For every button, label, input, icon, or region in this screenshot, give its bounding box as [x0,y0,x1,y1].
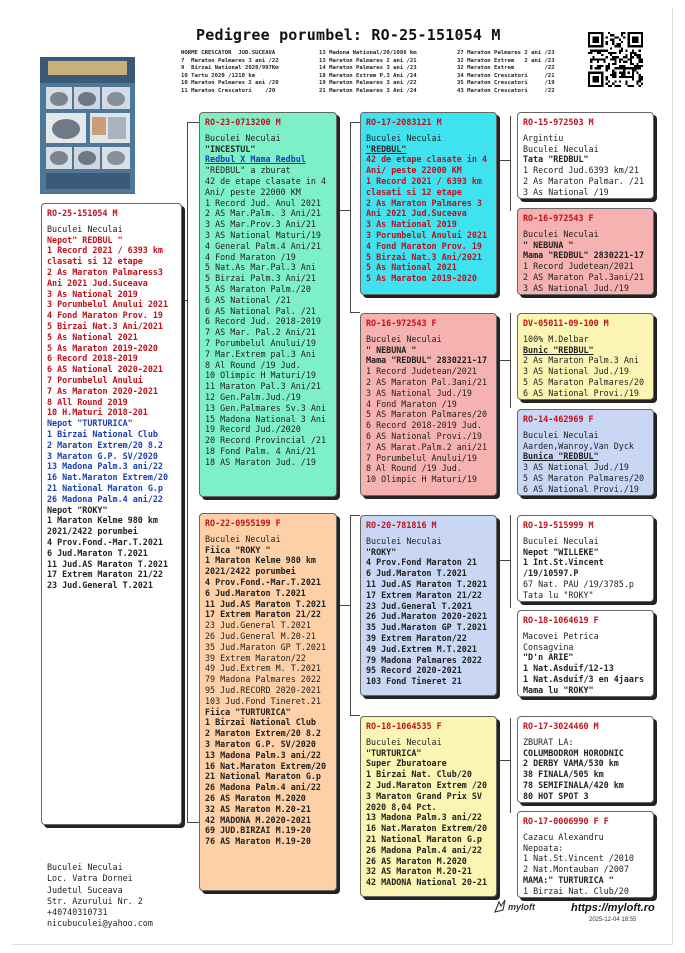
performance-line: /19/10597.P [523,568,579,579]
performance-line: Buculei Neculai [523,429,599,440]
performance-line: 1 Nat.St.Vincent /2010 [523,853,634,864]
performance-line: 2 AS Maraton Pal.3ani/21 [523,271,645,282]
connector-ss-out [497,160,510,161]
performance-line: 18 AS Maraton Jud. /19 [205,456,316,467]
performance-line: 3 AS Mar.Prov.3 Ani/21 [205,219,316,230]
performance-line: 6 AS National /21 [205,294,291,305]
result-line: 27 Maraton Palmares 2 ani /23 [457,50,555,56]
performance-line: 1 Maraton Kelme 980 km [47,515,158,526]
result-line: 32 Maraton Extrem 2 ani /23 [457,57,555,64]
performance-line: Redbul X Mama Redbul [205,154,306,165]
performance-line: 18 Fond Palm. 4 Ani/21 [205,445,316,456]
performance-line: Bunic "REDBUL" [523,344,594,355]
performance-line: 79 Madona Palmares 2022 [205,674,321,685]
performance-line: 100% M.Delbar [523,333,589,344]
owner-address [47,862,153,930]
performance-line: Nepot" REDBUL " [47,234,123,245]
ring-number: RO-23-0713200 M [205,117,281,127]
performance-line: 2 As Maraton Palmares 3 [366,197,482,208]
myloft-logo-icon [493,898,507,914]
performance-line: Nepot "ROKY" [47,504,108,515]
performance-line: 5 AS Maraton Palm./20 [205,283,311,294]
performance-line: 21 National Maraton G.p [205,771,321,782]
connector-ds [350,515,360,516]
performance-line: 3 AS National Maturi/19 [205,229,321,240]
performance-line: 3 As National /19 [523,186,609,197]
performance-line: Fiica "ROKY " [205,544,271,555]
performance-line: 26 Madona Palm.4 ani/22 [205,782,321,793]
result-line: 13 Maraton Palmares 2 ani /21 [319,57,417,64]
ring-number: RO-18-1064535 F [366,721,442,731]
performance-line: 5 Birzai Nat.3 Ani/2021 [47,320,163,331]
performance-line: 3 Maraton Grand Prix SV [366,790,482,801]
performance-line: 2 As Maraton Palmar. /21 [523,175,645,186]
performance-line: 3 As National 2019 [366,219,457,230]
result-line: 11 Maraton Crescatori /20 [181,87,276,94]
performance-line: 39 Extrem Maraton/22 [366,632,467,643]
ring-number: RO-17-2083121 M [366,117,442,127]
performance-line: 17 Extrem Maraton 21/22 [366,589,482,600]
ring-number: RO-18-1064619 F [523,615,599,625]
performance-line: 4 Prov.Fond.-Mar.T.2021 [205,576,321,587]
owner-line: Buculei Neculai [47,862,123,872]
performance-line: 12 Gen.Palm.Jud./19 [205,391,301,402]
card-ggp-1[interactable] [517,112,654,199]
performance-line: 6 AS National Provi./19 [523,387,639,398]
ring-number: RO-19-515999 M [523,520,594,530]
performance-line: Buculei Neculai [523,535,599,546]
performance-line: Tata lu "ROKY" [523,589,594,600]
performance-line: 7 AS Marat.Palm.2 ani/21 [366,441,488,452]
card-ggp-7[interactable] [517,716,654,803]
results-column-2 [319,50,417,95]
performance-line: Buculei Neculai [523,228,599,239]
performance-line: Buculei Neculai [205,132,281,143]
performance-line: 11 Jud.AS Maraton T.2021 [205,598,327,609]
connector-gen1 [187,122,188,822]
performance-line: "REDBUL" a zburat [205,165,291,176]
performance-line: 7 AS Mar. Pal.2 Ani/21 [205,327,316,338]
performance-line: 42 MADONA M.2020-2021 [205,814,311,825]
performance-line: 103 Fond Tineret 21 [366,676,462,687]
performance-line: 20 Record Provincial /21 [205,435,327,446]
performance-line: Ani 2021 Jud.Suceava [366,208,467,219]
performance-line: 2 DERBY VAMA/530 km [523,758,619,769]
performance-line: 2 Maraton Extrem/20 8.2 [205,728,321,739]
performance-line: Mama "REDBUL" 2830221-17 [523,250,645,261]
performance-line: 17 Extrem Maraton 21/22 [205,609,321,620]
performance-line: 21 National Maraton G.p [47,482,163,493]
performance-line: 6 AS National Provi./19 [366,430,482,441]
performance-line: 6 Record 2018-2019 [47,353,138,364]
performance-line: 3 Maraton G.P. SV/2020 [205,738,316,749]
connector-ss [350,122,360,123]
result-line: 21 Maraton Palmares 3 Ani /24 [319,87,417,94]
performance-line: 2 AS Mar.Palm. 3 Ani/21 [205,208,321,219]
performance-line: 1 Record 2021 / 6393 km [366,175,482,186]
performance-line: 1 Int.St.Vincent [523,557,604,568]
card-sire-dam[interactable] [360,313,497,496]
performance-line: 4 Fond Maraton Prov. 19 [366,240,482,251]
performance-line: 42 de etape clasate in 4 [366,154,488,165]
performance-line: 2 As Maraton Palmaress3 [47,266,163,277]
performance-line: 6 Record 2018-2019 Jud. [366,420,482,431]
performance-line: 1 Record Judetean/2021 [523,261,634,272]
card-dam-dam[interactable] [360,716,497,897]
performance-line: 7 Mar.Extrem pal.3 Ani [205,348,316,359]
ring-number: RO-20-781816 M [366,520,437,530]
performance-line: 11 Jud.AS Maraton T.2021 [47,558,169,569]
performance-line: 67 Nat. PAU /19/3785.p [523,578,634,589]
result-line: 43 Maraton Crescatori /22 [457,87,555,94]
performance-line: Ani/ peste 22000 KM [205,186,301,197]
performance-line: 1 Record 2021 / 6393 km [47,245,163,256]
performance-line: 35 Jud.Maraton GP T.2021 [366,622,488,633]
performance-line: 1 Nat.Asduif/3 en 4jaars [523,673,645,684]
performance-line: 5 As National 2021 [47,331,138,342]
performance-line: 6 Jud.Maraton T.2021 [47,547,148,558]
performance-line: ZBURAT LA: [523,736,574,747]
ring-number: RO-17-0006990 F F [523,816,609,826]
card-ggp-6[interactable] [517,610,654,697]
performance-line: 2020 8,04 Pct. [366,801,437,812]
performance-line: 5 AS Maraton Palmares/20 [366,409,488,420]
performance-line: 4 Fond Maraton /19 [366,398,457,409]
result-line: 18 Maraton Extrem P.3 Ani /24 [319,72,417,79]
performance-line: 5 Birzai Nat.3 Ani/2021 [366,251,482,262]
performance-line: Nepoata: [523,842,564,853]
performance-line: 26 AS Maraton M.2020 [205,792,306,803]
ring-number: RO-16-972543 F [523,213,594,223]
owner-line: +40740310731 [47,907,108,918]
performance-line: Mama lu "ROKY" [523,684,594,695]
performance-line: 13 Madona Palm.3 ani/22 [205,749,321,760]
performance-line: 7 As Maraton 2020-2021 [47,385,158,396]
performance-line: 6 Jud.Maraton T.2021 [366,568,467,579]
performance-line: Cazacu Alexandru [523,831,604,842]
performance-line: 49 Jud.Extrem M.T.2021 [366,643,477,654]
card-main-pigeon[interactable] [41,203,182,825]
performance-line: Buculei Neculai [47,223,123,234]
ring-number: RO-16-972543 F [366,318,437,328]
performance-line: Consagvina [523,641,574,652]
performance-line: MAMA:" TURTURICA " [523,874,614,885]
performance-line: Buculei Neculai [366,132,442,143]
performance-line: Super Zburatoare [366,758,447,769]
performance-line: "TURTURICA" [366,747,422,758]
performance-line: 2021/2422 porumbei [47,526,138,537]
performance-line: 3 AS National Jud./19 [523,366,629,377]
performance-line: 78 SEMIFINALA/420 km [523,779,624,790]
performance-line: 38 FINALA/505 km [523,769,604,780]
performance-line: 7 Porumbelul Anului/19 [366,452,477,463]
performance-line: 8 Al Round /19 Jud. [205,359,301,370]
performance-line: Argintiu [523,132,564,143]
performance-line: " NEBUNA " [366,344,417,355]
print-date: 2025-12-04 18:55 [589,917,637,923]
performance-line: 13 Gen.Palmares Sv.3 Ani [205,402,327,413]
performance-line: 3 AS National Jud./19 [366,387,472,398]
performance-line: 35 Jud.Maraton GP T.2021 [205,641,327,652]
performance-line: Fiica "TURTURICA" [205,706,291,717]
owner-line[interactable]: nicubuculei@yahoo.com [47,918,153,929]
performance-line: 1 Nat.Asduif/12-13 [523,663,614,674]
performance-line: Macovei Petrica [523,630,599,641]
performance-line: 32 AS Maraton M.20-21 [366,866,472,877]
performance-line: 10 Olimpic H Maturi/19 [366,474,477,485]
connector-gen2-bottom [350,515,351,715]
performance-line: 6 AS National Provi./19 [523,483,639,494]
performance-line: 4 Prov.Fond Maraton 21 [366,557,477,568]
connector-sire-out [337,210,350,211]
owner-line: Loc. Vatra Dornei [47,873,133,884]
performance-line: 11 Maraton Pal.3 Ani/21 [205,381,321,392]
performance-line: 5 AS Maraton Palmares/20 [523,472,645,483]
performance-line: 49 Jud.Extrem M. T.2021 [205,663,321,674]
performance-line: 16 Nat.Maraton Extrem/20 [47,472,169,483]
performance-line: 95 Record 2020-2021 [366,665,462,676]
performance-line: 4 Fond Maraton /19 [205,251,296,262]
performance-line: 11 Jud.AS Maraton T.2021 [366,578,488,589]
performance-line: Ani/ peste 22000 KM [366,165,462,176]
result-line: 19 Maraton Palmares 3 ani /22 [319,80,417,86]
connector-main [182,300,188,301]
performance-line: clasati si 12 etape [366,186,462,197]
results-column-3 [457,50,555,95]
performance-line: 95 Jud.RECORD 2020-2021 [205,684,321,695]
performance-line: 42 MADONA National 20-21 [366,877,488,888]
performance-line: 3 Porumbelul Anului 2021 [366,229,488,240]
owner-line: Judetul Suceava [47,884,123,895]
connector-sd [350,312,360,313]
performance-line: Buculei Neculai [366,333,442,344]
card-ggp-4[interactable] [517,409,654,496]
connector-dd-out [497,760,510,761]
performance-line: 5 AS Maraton Palmares/20 [523,376,645,387]
performance-line: 1 Birzai National Club [205,717,316,728]
performance-line: 32 AS Maraton M.20-21 [205,803,311,814]
connector-dam-out [337,605,350,606]
performance-line: 103 Jud.Fond Tineret.21 [205,695,321,706]
performance-line: 23 Jud.General T.2021 [205,620,311,631]
performance-line: 17 Extrem Maraton 21/22 [47,569,163,580]
ring-number: RO-14-462969 F [523,414,594,424]
page-title: Pedigree porumbel: RO-25-151054 M [196,26,501,44]
card-sire[interactable] [199,112,337,497]
performance-line: 26 Madona Palm.4 ani/22 [366,844,482,855]
card-ggp-5[interactable] [517,515,654,602]
result-line: 14 Maraton Palmares 3 ani /23 [319,65,417,71]
performance-line: 5 As Maraton 2019-2020 [366,273,477,284]
performance-line: Mama "REDBUL" 2830221-17 [366,355,488,366]
result-line: 35 Maraton Crescatori /19 [457,80,555,86]
performance-line: 2 Jud.Maraton Extrem /20 [366,779,488,790]
card-ggp-2[interactable] [517,208,654,295]
result-line: 7 Maraton Palmares 3 ani /22 [181,57,279,64]
performance-line: 39 Extrem Maraton/22 [205,652,306,663]
card-dam[interactable] [199,513,337,891]
performance-line: 3 AS National Jud./19 [523,282,629,293]
connector-g12 [510,116,511,211]
results-column-1 [181,50,279,95]
performance-line: 4 Fond Maraton Prov. 19 [47,310,163,321]
performance-line: 79 Madona Palmares 2022 [366,654,482,665]
connector-sire [187,122,199,123]
result-line: 10 Maraton Palmares 2 ani /20 [181,80,279,86]
connector-g34 [510,313,511,408]
performance-line: 15 Madona National 3 Ani [205,413,327,424]
performance-line: 5 As Maraton 2019-2020 [47,342,158,353]
card-dam-sire[interactable] [360,515,497,696]
performance-line: Nepot "WILLEKE" [523,546,599,557]
performance-line: 7 Porumbelul Anului/19 [205,337,316,348]
performance-line: 76 AS Maraton M.19-20 [205,836,311,847]
performance-line: 23 Jud.General T.2021 [366,600,472,611]
performance-line: 4 General Palm.4 Ani/21 [205,240,321,251]
qr-code [588,32,643,87]
pigeon-photo [40,57,135,194]
performance-line: 2 AS Maraton Pal.3ani/21 [366,376,488,387]
result-line: NORME CRESCATOR JUD.SUCEAVA [181,50,276,56]
performance-line: 13 Madona Palm.3 ani/22 [366,812,482,823]
connector-gen2-top [350,122,351,312]
performance-line: 4 Prov.Fond.-Mar.T.2021 [47,536,163,547]
performance-line: "ROKY" [366,546,397,557]
performance-line: Ani 2021 Jud.Suceava [47,277,148,288]
performance-line: 8 Al Round /19 Jud. [366,463,462,474]
card-ggp-8[interactable] [517,811,654,898]
connector-sd-out [497,360,510,361]
performance-line: 26 Jud.General M.20-21 [205,630,316,641]
connector-dam [187,822,199,823]
performance-line: 5 Nat.As Mar.Pal.3 Ani [205,262,316,273]
performance-line: Buculei Neculai [523,143,599,154]
performance-line: 1 Birzai Nat. Club/20 [366,769,472,780]
ring-number: RO-22-0955199 F [205,518,281,528]
result-line: 32 Maraton Extrem /22 [457,65,555,71]
result-line: 13 Madona National/20/1086 km [319,50,417,56]
performance-line: "D'n ARIE" [523,652,574,663]
performance-line: COLUMBODROM HORODNIC [523,747,624,758]
performance-line: " NEBUNA " [523,239,574,250]
card-sire-sire[interactable] [360,112,497,295]
performance-line: Buculei Neculai [366,535,442,546]
performance-line: 2021/2422 porumbei [205,566,296,577]
result-line: 10 Tartu 2020 /1210 km [181,72,256,79]
ring-number: RO-15-972503 M [523,117,594,127]
site-url[interactable]: https://myloft.ro [571,902,655,914]
performance-line: 16 Nat.Maraton Extrem/20 [366,823,488,834]
performance-line: 6 Record Jud. 2018-2019 [205,316,321,327]
performance-line: "REDBUL" [366,143,407,154]
performance-line: 7 Porumbelul Anului [47,374,143,385]
performance-line: 3 As National 2019 [47,288,138,299]
owner-line: Str. Azurului Nr. 2 [47,895,143,906]
performance-line: 26 AS Maraton M.2020 [366,855,467,866]
performance-line: 19 Record Jud./2020 [205,424,301,435]
performance-line: 80 HOT SPOT 3 [523,790,589,801]
performance-line: 8 All Round 2019 [47,396,128,407]
ring-number: RO-17-3024460 M [523,721,599,731]
performance-line: 5 As National 2021 [366,262,457,273]
performance-line: 6 AS National 2020-2021 [47,364,163,375]
result-line: 9 Birzai National 2020/997Km [181,65,279,71]
performance-line: 2 As Maraton Palm.3 Ani [523,355,639,366]
connector-dd [350,715,360,716]
performance-line: 42 de etape clasate in 4 [205,175,327,186]
card-ggp-3[interactable] [517,313,654,400]
performance-line: 6 AS National Pal. /21 [205,305,316,316]
performance-line: clasati si 12 etape [47,256,143,267]
performance-line: "INCESTUL" [205,143,256,154]
performance-line: 1 Record Jud. Anul 2021 [205,197,321,208]
performance-line: 1 Record Jud.6393 km/21 [523,165,639,176]
performance-line: 3 Maraton G.P. SV/2020 [47,450,158,461]
performance-line: Nepot "TURTURICA" [47,418,133,429]
performance-line: 16 Nat.Maraton Extrem/20 [205,760,327,771]
brand-name: myloft [508,902,535,912]
performance-line: 10 Olimpic H Maturi/19 [205,370,316,381]
performance-line: Buculei Neculai [366,736,442,747]
performance-line: 26 Jud.Maraton 2020-2021 [366,611,488,622]
performance-line: 3 Porumbelul Anului 2021 [47,299,169,310]
ring-number: DV-05011-09-100 M [523,318,609,328]
performance-line: 5 Birzai Palm.3 Ani/21 [205,273,316,284]
performance-line: 2 Nat.Montauban /2007 [523,864,629,875]
result-line: 34 Maraton Crescatori /21 [457,72,555,79]
performance-line: Tata "REDBUL" [523,154,589,165]
performance-line: 6 Jud.Maraton T.2021 [205,587,306,598]
performance-line: 1 Record Judetean/2021 [366,366,477,377]
performance-line: 1 Birzai National Club [47,428,158,439]
performance-line: Bunica "REDBUL" [523,451,599,462]
performance-line: 26 Madona Palm.4 ani/22 [47,493,163,504]
performance-line: Buculei Neculai [205,533,281,544]
connector-g78 [510,718,511,813]
performance-line: 21 National Maraton G.p [366,833,482,844]
performance-line: 13 Madona Palm.3 ani/22 [47,461,163,472]
performance-line: 23 Jud.General T.2021 [47,580,153,591]
performance-line: Aarden,Wanroy,Van Dyck [523,440,634,451]
connector-g56 [510,515,511,608]
performance-line: 69 JUD.BIRZAI M.19-20 [205,825,311,836]
performance-line: 10 H.Maturi 2018-201 [47,407,148,418]
performance-line: 2 Maraton Extrem/20 8.2 [47,439,163,450]
ring-number: RO-25-151054 M [47,208,118,218]
performance-line: 3 AS National Jud./19 [523,462,629,473]
performance-line: 1 Birzai Nat. Club/20 [523,885,629,896]
connector-ds-out [497,560,510,561]
performance-line: 1 Maraton Kelme 980 km [205,555,316,566]
